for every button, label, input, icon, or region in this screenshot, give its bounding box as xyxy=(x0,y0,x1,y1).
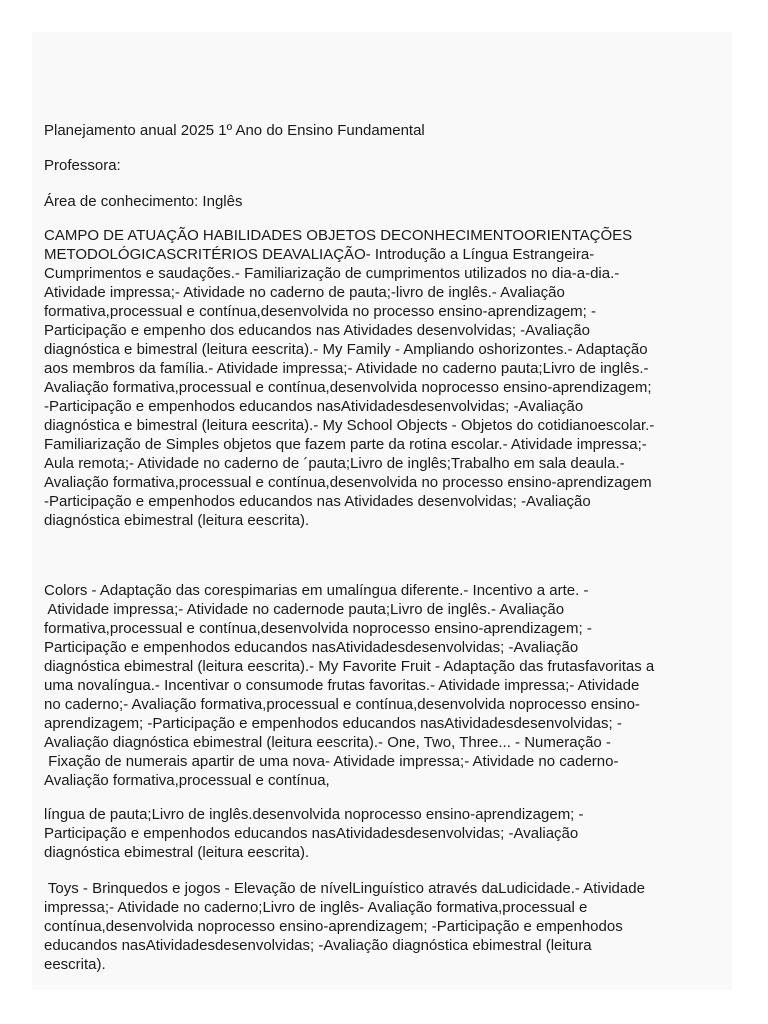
planning-paragraph-lingua: língua de pauta;Livro de inglês.desenvolvida noprocesso ensino-aprendizagem; - Participação e empenhodos educandos nasAtividadesdesenvolvidas; -Avaliação diagnóstica ebimestral (leitura eescrita). xyxy=(44,806,584,861)
planning-paragraph-colors: Colors - Adaptação das corespimarias em umalíngua diferente.- Incentivo a arte. - Atividade impressa;- Atividade no cadernode pauta;Livro de inglês.- Avaliação formativa,processual e contínua,desenvolvida noprocesso ensino-aprendizagem; - Participação e empenhodos educandos nasAtividadesdesenvolvidas; -Avaliação diagnóstica ebimestral (leitura eescrita).- My Favorite Fruit - Adaptação das frutasfavoritas a uma novalíngua.- Incentivar o consumode frutas favoritas.- Atividade impressa;- Atividade no caderno;- Avaliação formativa,processual e contínua,desenvolvida noprocesso ensino- aprendizagem; -Participação e empenhodos educandos nasAtividadesdesenvolvidas; - Avaliação diagnóstica ebimestral (leitura eescrita).- One, Two, Three... - Numeração - Fixação de numerais apartir de uma nova- Atividade impressa;- Atividade no caderno- Avaliação formativa,processual e contínua, xyxy=(44,582,655,789)
planning-paragraph-main: CAMPO DE ATUAÇÃO HABILIDADES OBJETOS DECONHECIMENTOORIENTAÇÕES METODOLÓGICASCRITÉRIOS DEAVALIAÇÃO- Introdução a Língua Estrangeira- Cumprimentos e saudações.- Familiarização de cumprimentos utilizados no dia-a-dia.- Atividade impressa;- Atividade no caderno de pauta;-livro de inglês.- Avaliação formativa,processual e contínua,desenvolvida no processo ensino-aprendizagem; - Participação e empenho dos educandos nas Atividades desenvolvidas; -Avaliação diagnóstica e bimestral (leitura eescrita).- My Family - Ampliando oshorizontes.- Adaptação aos membros da família.- Atividade impressa;- Atividade no caderno pauta;Livro de inglês.- Avaliação formativa,processual e contínua,desenvolvida noprocesso ensino-aprendizagem; -Participação e empenhodos educandos nasAtividadesdesenvolvidas; -Avaliação diagnóstica e bimestral (leitura eescrita).- My School Objects - Objetos do cotidianoescolar.- Familiarização de Simples objetos que fazem parte da rotina escolar.- Atividade impressa;- Aula remota;- Atividade no caderno de ´pauta;Livro de inglês;Trabalho em sala deaula.- Avaliação formativa,processual e contínua,desenvolvida no processo ensino-aprendizagem -Participação e empenhodos educandos nas Atividades desenvolvidas; -Avaliação diagnóstica ebimestral (leitura eescrita). xyxy=(44,227,655,529)
document-page xyxy=(32,32,732,990)
document-title: Planejamento anual 2025 1º Ano do Ensino Fundamental xyxy=(44,122,425,139)
teacher-label: Professora: xyxy=(44,157,121,174)
planning-paragraph-toys: Toys - Brinquedos e jogos - Elevação de nívelLinguístico através daLudicidade.- Atividade impressa;- Atividade no caderno;Livro de inglês- Avaliação formativa,processual e contínua,desenvolvida noprocesso ensino-aprendizagem; -Participação e empenhodos educandos nasAtividadesdesenvolvidas; -Avaliação diagnóstica ebimestral (leitura eescrita). xyxy=(44,880,645,973)
knowledge-area: Área de conhecimento: Inglês xyxy=(44,193,243,210)
